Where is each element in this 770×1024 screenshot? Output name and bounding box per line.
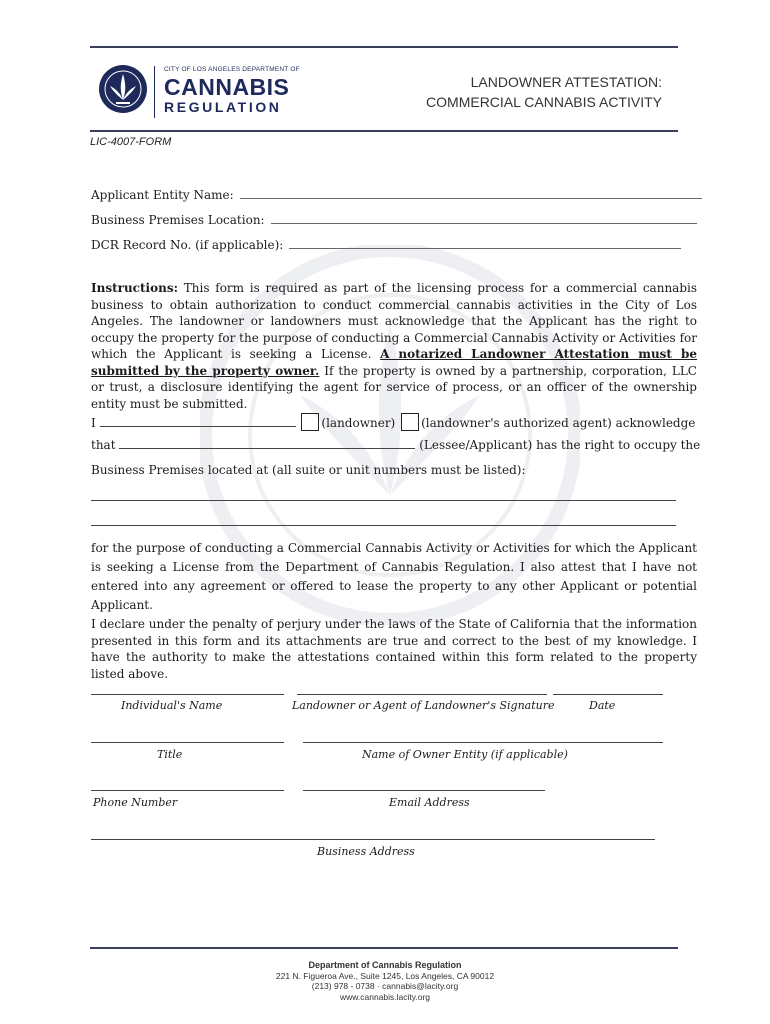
premises-address-line-2[interactable] [91,525,676,526]
agent-option-label: (landowner's authorized agent) acknowledge [421,416,696,430]
phone-line[interactable] [91,790,284,791]
header-bottom-rule [90,130,678,132]
individual-name-line[interactable] [91,694,284,695]
agency-cannabis-text: CANNABIS [164,74,290,100]
agency-wordmark [164,66,300,115]
purpose-paragraph: for the purpose of conducting a Commercial Cannabis Activity or Activities for which the Applicant is seeking a License from the Department of Cannabis Regulation. I also attest that I have not entered into any agreement or offered to lease the property to any other Applicant or potential Applicant. [91,541,697,612]
entity-name-input[interactable] [240,197,702,199]
business-address-caption: Business Address [317,845,415,858]
footer [0,960,770,1002]
premises-instruction: Business Premises located at (all suite or unit numbers must be listed): [91,463,526,477]
agency-small-text: CITY OF LOS ANGELES DEPARTMENT OF [164,66,300,73]
logo-divider [154,66,155,118]
form-id: LIC-4007-FORM [90,136,172,148]
instructions-heading: Instructions: [91,281,179,295]
declaration-paragraph: I declare under the penalty of perjury under the laws of the State of California that the information presented in this form and its attachments are true and correct to the best of my knowledge. I have the authority to make the attestations contained within this form related to the property listed above. [91,617,697,681]
owner-entity-caption: Name of Owner Entity (if applicable) [362,748,568,761]
landowner-checkbox[interactable] [301,413,319,431]
instructions-text-1: This form is required as part of the licensing process for a commercial cannabis business to obtain authorization to conduct commercial cannabis activities in the City of Los Angeles. The landowner or landowners must acknowledge that the Applicant has the right to occupy the property for the purpose of conducting a Commercial Cannabis Activity or Activities for which the Applicant is seeking a License. [91,281,697,361]
instructions-text-2: If the property is owned by a partnership, corporation, LLC or trust, a disclosure identifying the agent for service of process, or an officer of the ownership entity must be submitted. [91,363,697,411]
instructions-emphasis: A notarized Landowner Attestation must be submitted by the property owner. [91,347,698,378]
title-line[interactable] [91,742,284,743]
footer-address: 221 N. Figueroa Ave., Suite 1245, Los Angeles, CA 90012 [275,970,495,981]
authorized-agent-checkbox[interactable] [401,413,419,431]
email-caption: Email Address [389,796,470,809]
agency-regulation-text: REGULATION [164,99,282,115]
landowner-option-label: (landowner) [321,416,396,430]
premises-location-input[interactable] [271,222,697,224]
footer-dept: Department of Cannabis Regulation [308,960,462,970]
attestation-line-1 [91,413,695,431]
individual-name-caption: Individual's Name [121,699,223,712]
entity-name-field [91,188,702,202]
header-top-rule [90,46,678,48]
form-title-line2: COMMERCIAL CANNABIS ACTIVITY [426,94,662,110]
title-caption: Title [157,748,183,761]
dcr-record-input[interactable] [289,247,681,249]
footer-rule [90,947,678,949]
footer-web: www.cannabis.lacity.org [339,991,431,1002]
business-address-line[interactable] [91,839,655,840]
signature-line[interactable] [297,694,547,695]
premises-location-label: Business Premises Location: [91,213,265,227]
premises-address-line-1[interactable] [91,500,676,501]
lessee-text: (Lessee/Applicant) has the right to occupy the [419,438,701,452]
city-seal-logo [98,64,148,118]
dcr-record-label: DCR Record No. (if applicable): [91,238,284,252]
date-caption: Date [589,699,616,712]
entity-name-label: Applicant Entity Name: [91,188,234,202]
footer-contact: (213) 978 - 0738 · cannabis@lacity.org [311,981,459,991]
date-line[interactable] [553,694,663,695]
attestation-that: that [91,438,116,452]
attestation-line-2 [91,438,700,452]
form-title [426,72,662,112]
phone-caption: Phone Number [93,796,178,809]
email-line[interactable] [303,790,545,791]
signature-caption: Landowner or Agent of Landowner's Signature [292,699,555,712]
dcr-record-field [91,238,681,252]
premises-location-field [91,213,697,227]
owner-entity-line[interactable] [303,742,663,743]
form-title-line1: LANDOWNER ATTESTATION: [470,74,662,90]
instructions-paragraph [91,280,697,412]
applicant-name-input[interactable] [119,447,415,449]
attestation-i: I [91,416,96,430]
landowner-name-input[interactable] [100,425,296,427]
